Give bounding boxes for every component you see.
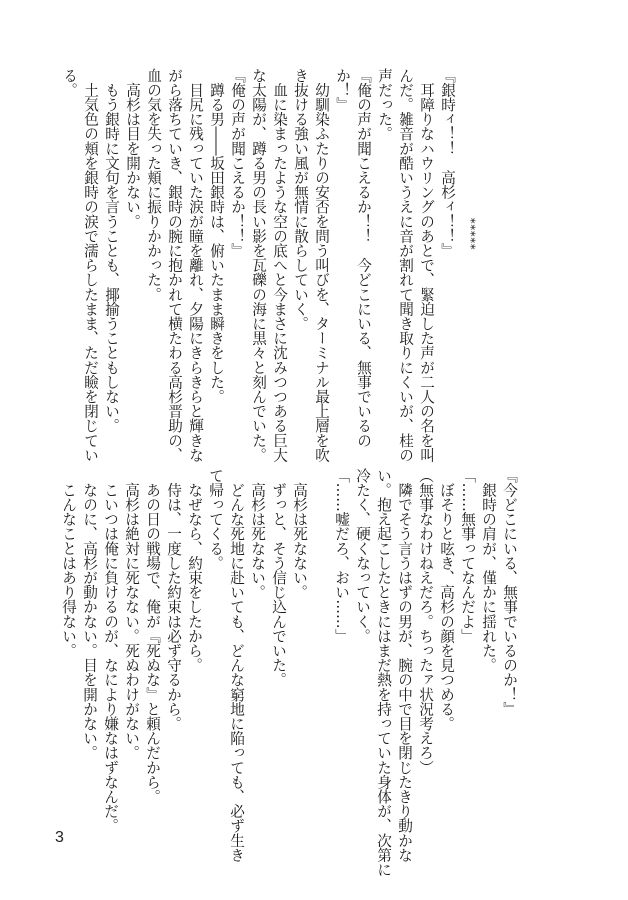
text-line: なのに、高杉が動かない。目を開かない。 <box>81 468 98 760</box>
text-line: て帰ってくる。 <box>207 468 224 571</box>
text-column-top <box>59 68 458 463</box>
text-line: 高杉は目を開かない。 <box>124 68 141 229</box>
text-line: 血に染まったような空の底へと今まさに沈みつつある巨大 <box>271 68 288 463</box>
text-line: 声だった。 <box>376 68 393 141</box>
page-number: 3 <box>55 829 64 846</box>
text-line: もう銀時に文句を言うことも、揶揄うこともしない。 <box>103 68 120 433</box>
text-line: 目尻に残っていた涙が瞳を離れ、夕陽にきらきらと輝きな <box>187 68 204 463</box>
text-line: 『俺の声が聞こえるか！！』 <box>229 68 246 258</box>
text-line: 「……嘘だろ、おい……」 <box>333 468 350 644</box>
text-line: 耳障りなハウリングのあとで、緊迫した声が二人の名を叫 <box>418 68 435 463</box>
text-line: き抜ける強い風が無情に散らしていく。 <box>292 68 309 331</box>
text-line: な太陽が、蹲る男の長い影を瓦礫の海に黒々と刻んでいた。 <box>250 68 267 463</box>
text-line: 蹲る男――坂田銀時は、俯いたまま瞬きをした。 <box>208 68 225 404</box>
text-line: 高杉は死なない。 <box>249 468 266 600</box>
text-column-bottom <box>58 468 520 877</box>
text-line: あの日の戦場で、俺が『死ぬな』と頼んだから。 <box>144 468 161 804</box>
text-line: 『銀時ィ！！ 高杉ィ！！』 <box>439 68 456 258</box>
text-line: 『俺の声が聞こえるか！！ 今どこにいる、無事でいるの <box>355 68 372 448</box>
text-line: 「……無事ってなんだよ」 <box>459 468 476 644</box>
text-line: こいつは俺に負けるのが、なにより嫌なはずなんだ。 <box>102 468 119 833</box>
text-line: 銀時の肩が、僅かに揺れた。 <box>480 468 497 673</box>
text-line: い。抱え起こしたときにはまだ熱を持っていた身体が、次第に <box>375 468 392 877</box>
text-line: どんな死地に赴いても、どんな窮地に陥っても、必ず生き <box>228 468 245 863</box>
text-line: 冷たく、硬くなっていく。 <box>354 468 371 644</box>
text-line: 隣でそう言うはずの男が、腕の中で目を閉じたきり動かな <box>396 468 413 863</box>
text-line: ずっと、そう信じ込んでいた。 <box>270 468 287 687</box>
text-line: がら落ちていき、銀時の腕に抱かれて横たわる高杉晋助の、 <box>166 68 183 463</box>
text-line: 土気色の頬を銀時の涙で濡らしたまま、ただ瞼を閉じてい <box>82 68 99 463</box>
text-line: 高杉は絶対に死なない。死ぬわけがない。 <box>123 468 140 760</box>
text-line: なぜなら、約束をしたから。 <box>186 468 203 673</box>
text-line: 血の気を失った頬に振りかかった。 <box>145 68 162 302</box>
text-line: んだ。雑音が酷いうえに音が割れて聞き取りにくいが、桂の <box>397 68 414 463</box>
text-line: 高杉は死なない。 <box>291 468 308 600</box>
section-separator: ***** <box>464 218 477 251</box>
text-line: か！』 <box>334 68 351 112</box>
text-line: 侍は、一度した約束は必ず守るから。 <box>165 468 182 731</box>
text-line: 幼馴染ふたりの安否を問う叫びを、ターミナル最上層を吹 <box>313 68 330 463</box>
text-line: る。 <box>61 68 78 98</box>
text-line: ぼそりと呟き、高杉の顔を見つめる。 <box>438 468 455 731</box>
text-line: こんなことはあり得ない。 <box>60 468 77 658</box>
text-line: 『今どこにいる、無事でいるのか！』 <box>501 468 518 717</box>
text-line: （無事なわけねえだろ。ちったァ状況考えろ） <box>417 468 434 775</box>
text-line <box>310 468 331 784</box>
